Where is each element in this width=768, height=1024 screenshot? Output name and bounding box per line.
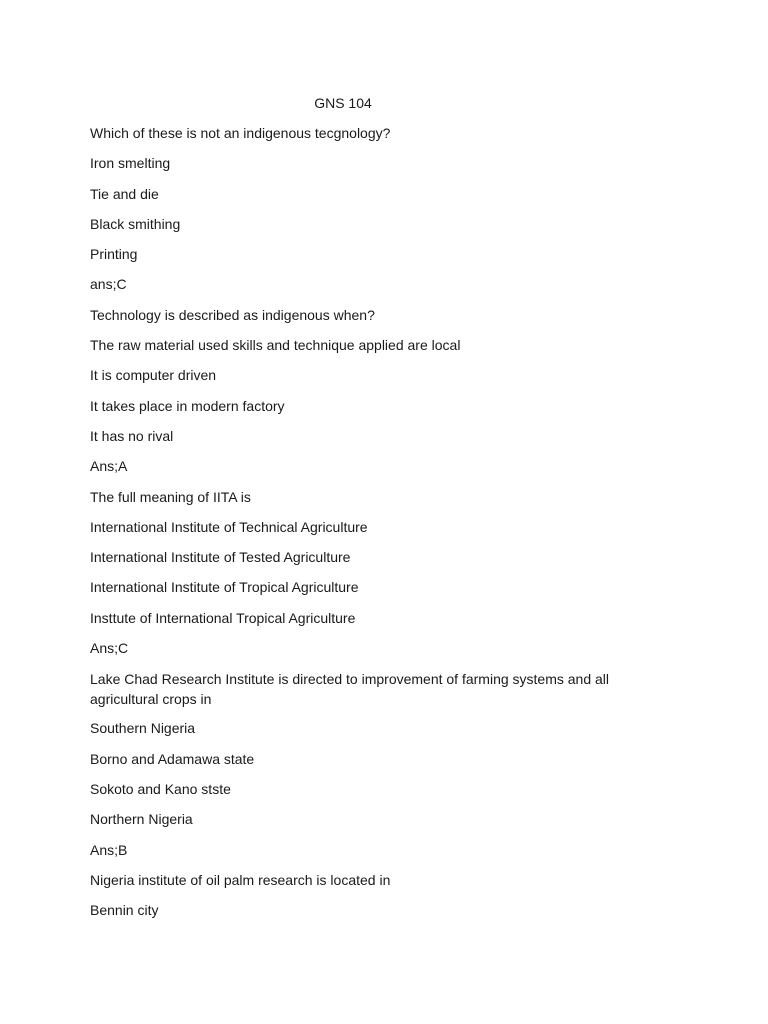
question-5-option-a: Bennin city <box>90 902 159 919</box>
question-3-option-c: International Institute of Tropical Agriculture <box>90 579 359 596</box>
question-2-answer: Ans;A <box>90 458 128 475</box>
question-2-option-d: It has no rival <box>90 427 174 444</box>
question-3-answer: Ans;C <box>90 640 129 657</box>
question-4: Lake Chad Research Institute is directed to improvement of farming systems and all agricultural crops in <box>90 671 610 708</box>
question-5: Nigeria institute of oil palm research is located in <box>90 871 391 888</box>
question-3: The full meaning of IITA is <box>90 488 251 505</box>
question-3-option-d: Insttute of International Tropical Agriculture <box>90 609 356 626</box>
question-4-option-b: Borno and Adamawa state <box>90 750 255 767</box>
question-2: Technology is described as indigenous when? <box>90 306 375 323</box>
question-4-option-a: Southern Nigeria <box>90 720 196 737</box>
question-2-option-b: It is computer driven <box>90 367 217 384</box>
question-4-answer: Ans;B <box>90 841 128 858</box>
question-1-option-d: Printing <box>90 246 138 263</box>
question-4-option-d: Northern Nigeria <box>90 811 193 828</box>
question-1: Which of these is not an indigenous tecgnology? <box>90 125 391 141</box>
question-3-option-b: International Institute of Tested Agriculture <box>90 549 351 566</box>
document-body <box>90 124 630 931</box>
question-1-option-c: Black smithing <box>90 215 181 232</box>
question-2-option-a: The raw material used skills and technique applied are local <box>90 337 461 354</box>
question-1-option-b: Tie and die <box>90 185 159 202</box>
question-1-option-a: Iron smelting <box>90 155 171 172</box>
question-1-answer: ans;C <box>90 276 127 293</box>
question-4-option-c: Sokoto and Kano stste <box>90 780 231 797</box>
question-3-option-a: International Institute of Technical Agriculture <box>90 518 368 535</box>
document-title: GNS 104 <box>314 95 372 111</box>
question-2-option-c: It takes place in modern factory <box>90 397 285 414</box>
